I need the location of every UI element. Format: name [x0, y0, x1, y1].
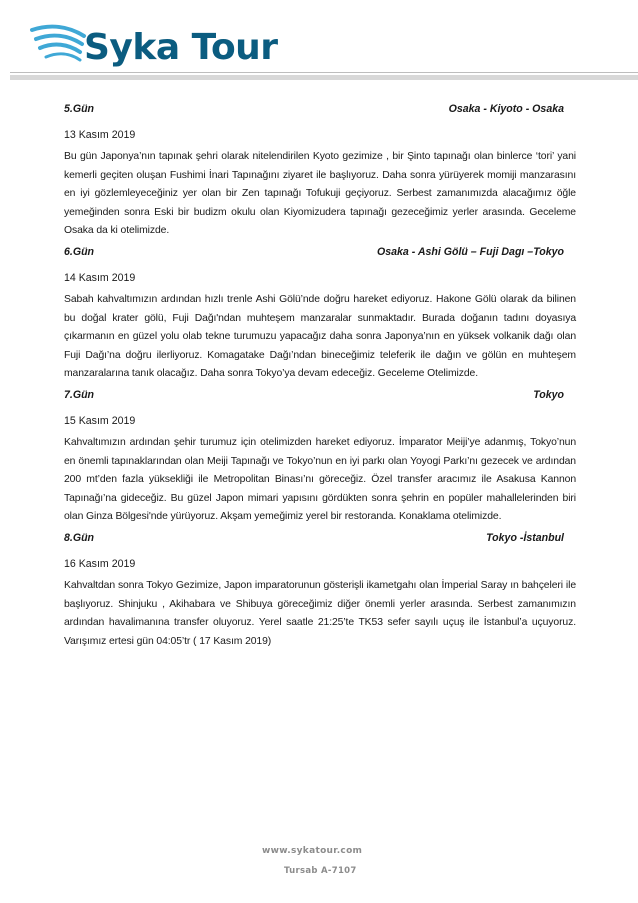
- license-number: Tursab A-7107: [284, 866, 357, 876]
- day-label: 7.Gün: [64, 388, 95, 401]
- day-label: 6.Gün: [64, 245, 95, 258]
- day-heading: [64, 102, 576, 116]
- day-date: 14 Kasım 2019: [64, 271, 136, 284]
- day-description: Sabah kahvaltımızın ardından hızlı trenle Ashi Gölü’nde doğru hareket ediyoruz. Hakone Gölü olarak da bilinen bu doğal krater gölü, Fuji Dağı'ndan muhteşem manzaralar sunmaktadır. Burada doğanın tadını doyasıya çıkarmanın en güzel yolu olab tekne turumuzu yapacağız daha sonra Japonya’nın en yüksek volkanik dağı olan Fuji Dağı’na doğru ilerliyoruz. Komagatake Dağı’ndan bineceğimiz teleferik ile dağın ve gölün en muhteşem manzaralarına tanık olacağız. Daha sonra Tokyo’ya devam edeceğiz. Geceleme Otelimizde.: [64, 293, 576, 380]
- day-section: [64, 245, 576, 384]
- day-heading: [64, 388, 576, 402]
- day-date: 13 Kasım 2019: [64, 129, 136, 141]
- day-description: Kahvaltdan sonra Tokyo Gezimize, Japon imparatorunun gösterişli ikametgahı olan İmperial Saray ın bahçeleri ile başlıyoruz. Shinjuku , Akihabara ve Shibuya göreceğimiz diğer önemli yerler arasında. Serbest zamanımızın ardından havalimanına transfer oluyoruz. Yerel saatle 21:25’te TK53 sefer sayılı uçuş ile İstanbul’a uçuyoruz. Varışımız ertesi gün 04:05’tr ( 17 Kasım 2019): [64, 579, 576, 647]
- day-description: Bu gün Japonya’nın tapınak şehri olarak nitelendirilen Kyoto gezimize , bir Şinto tapınağı olan binlerce ‘tori’ yani kemerli geçiten oluşan Fushimi İnari Tapınağını ziyaret ile başlıyoruz. Daha sonra yürüyerek momiji manzarasını en iyi gözlemleyeceğiniz yer olan bir Zen tapınağı Tofukuji geçiyoruz. Serbest zamanımızda alacağımız öğle yemeğinden sonra Eski bir budizm okulu olan Kiyomizudera tapınağı gezeceğimiz yerler arasında. Geceleme Osaka da ki otelimizde.: [64, 151, 576, 237]
- website-link[interactable]: www.sykatour.com: [262, 846, 363, 856]
- day-route: Osaka - Kiyoto - Osaka: [448, 103, 564, 115]
- header-divider: [10, 72, 638, 80]
- day-label: 5.Gün: [64, 103, 95, 115]
- day-heading: [64, 245, 576, 259]
- day-section: [64, 531, 576, 651]
- day-route: Tokyo: [533, 388, 564, 401]
- day-date: 15 Kasım 2019: [64, 414, 136, 427]
- day-date: 16 Kasım 2019: [64, 557, 136, 570]
- day-section: [64, 102, 576, 241]
- day-section: [64, 388, 576, 527]
- itinerary: [64, 102, 576, 655]
- day-heading: [64, 531, 576, 545]
- day-route: Osaka - Ashi Gölü – Fuji Dagı –Tokyo: [377, 245, 564, 258]
- logo: Syka Tour: [84, 27, 278, 68]
- page-header: [0, 0, 638, 90]
- day-route: Tokyo -İstanbul: [486, 531, 564, 544]
- day-label: 8.Gün: [64, 531, 95, 544]
- day-description: Kahvaltımızın ardından şehir turumuz için otelimizden hareket ediyoruz. İmparator Meiji’ye adanmış, Tokyo’nun en önemli tapınaklarından olan Meiji Tapınağı ve Tokyo’nun en iyi parkı olan Yoyogi Parkı’nı gezecek ve ardından 200 mt’den fazla yüksekliği ile Metropolitan Binası’nı göreceğiz. Özel transfer aracımız ile Asakusa Kannon Tapınağı’na gideceğiz. Bu güzel Japon mimari yapısını gördükten sonra şehrin en popüler mahallelerinden biri olan Ginza Bölgesi'nde yürüyoruz. Akşam yemeğimiz yerel bir restoranda. Konaklama otelimizde.: [64, 436, 576, 523]
